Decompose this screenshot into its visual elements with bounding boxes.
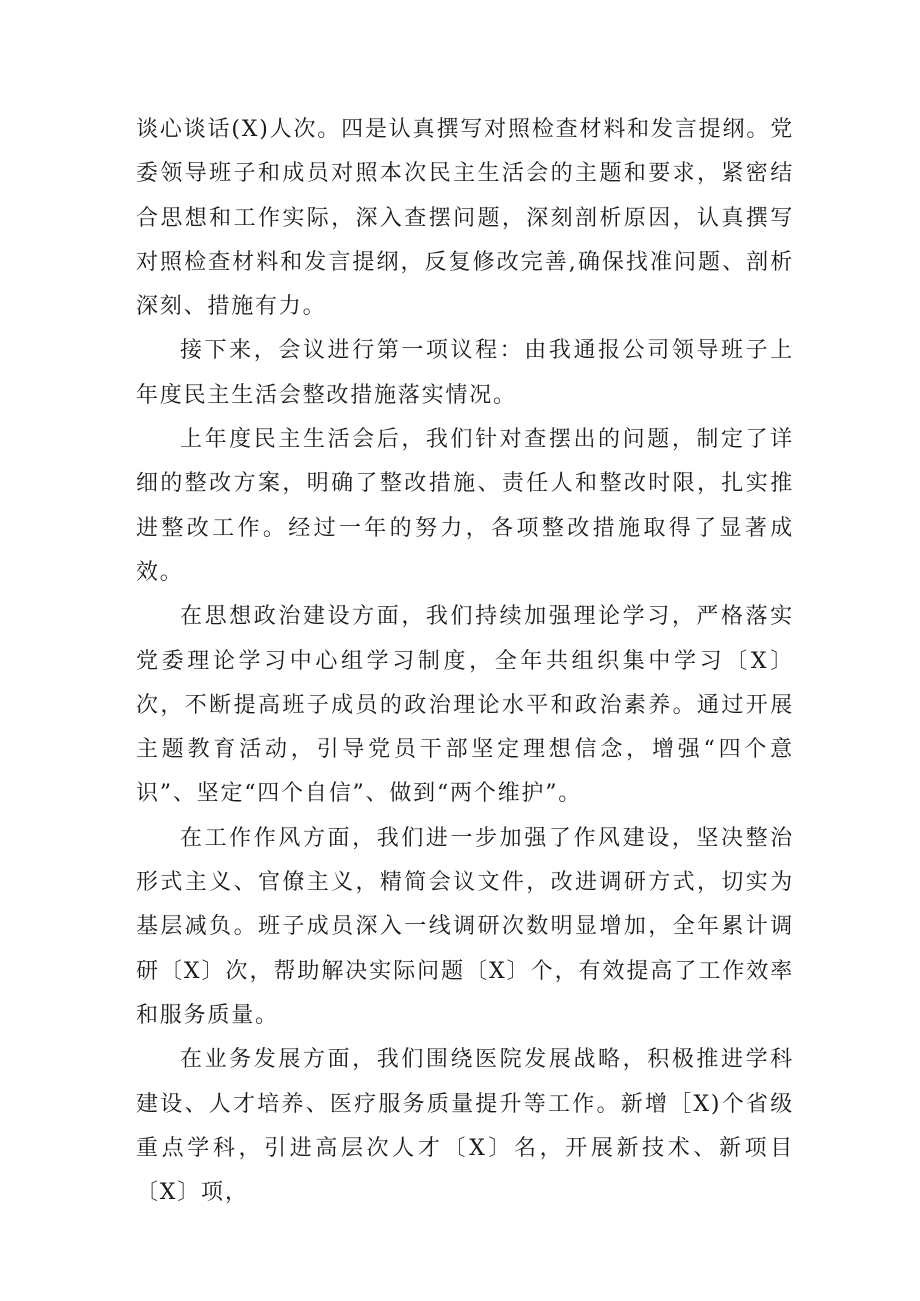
document-body — [136, 108, 794, 1215]
paragraph-agenda: 接下来，会议进行第一项议程：由我通报公司领导班子上年度民主生活会整改措施落实情况。 — [136, 338, 794, 408]
paragraph-work-style: 在工作作风方面，我们进一步加强了作风建设，坚决整治形式主义、官僚主义，精简会议文件，改进调研方式，切实为基层减负。班子成员深入一线调研次数明显增加，全年累计调研〔X〕次，帮助解决实际问题〔X〕个，有效提高了工作效率和服务质量。 — [136, 825, 794, 1028]
paragraph-continued: 谈心谈话(X)人次。四是认真撰写对照检查材料和发言提纲。党委领导班子和成员对照本次民主生活会的主题和要求，紧密结合思想和工作实际，深入查摆问题，深刻剖析原因，认真撰写对照检查材料和发言提纲，反复修改完善,确保找准问题、剖析深刻、措施有力。 — [136, 117, 794, 320]
paragraph-rectification-summary: 上年度民主生活会后，我们针对查摆出的问题，制定了详细的整改方案，明确了整改措施、责任人和整改时限，扎实推进整改工作。经过一年的努力，各项整改措施取得了显著成效。 — [136, 427, 794, 585]
paragraph-political-construction: 在思想政治建设方面，我们持续加强理论学习，严格落实党委理论学习中心组学习制度，全年共组织集中学习〔X〕次，不断提高班子成员的政治理论水平和政治素养。通过开展主题教育活动，引导党员干部坚定理想信念，增强“四个意识”、坚定“四个自信”、做到“两个维护”。 — [136, 604, 794, 807]
paragraph-business-development: 在业务发展方面，我们围绕医院发展战略，积极推进学科建设、人才培养、医疗服务质量提升等工作。新增［X)个省级重点学科，引进高层次人才〔X〕名，开展新技术、新项目〔X〕项， — [136, 1047, 794, 1206]
